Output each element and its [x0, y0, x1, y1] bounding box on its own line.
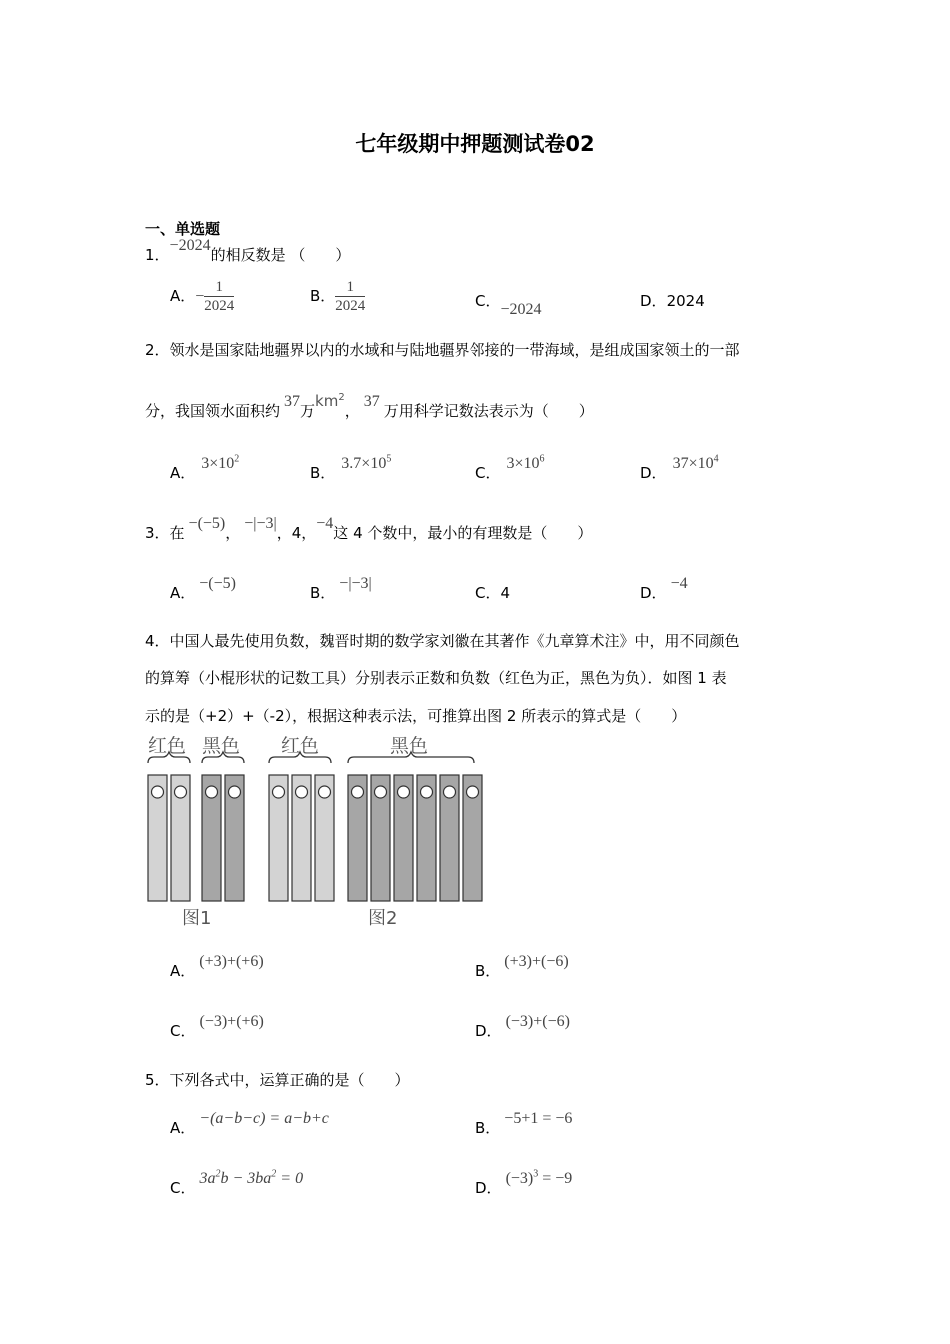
page-title: 七年级期中押题测试卷02 [355, 132, 595, 156]
q5-option-a[interactable] [170, 1110, 329, 1138]
option-value [201, 455, 239, 472]
rod-hole-1 [175, 786, 187, 798]
option-label: B． [475, 962, 501, 980]
option-value [506, 1170, 573, 1187]
exponent: 4 [713, 453, 719, 465]
option-label: C． [475, 464, 501, 482]
q4-option-a[interactable] [170, 953, 264, 981]
option-value: −|−3| [339, 575, 372, 592]
option-value [673, 455, 719, 472]
question-text: 的相反数是 （ ） [210, 246, 351, 264]
exponent: 3 [533, 1168, 539, 1180]
exponent: 5 [386, 453, 392, 465]
minus-sign: − [195, 288, 205, 305]
unit-km [315, 392, 345, 410]
option-value: (−3)+(−6) [505, 1013, 570, 1030]
q5-option-d[interactable] [475, 1168, 573, 1198]
separator: ，4， [276, 524, 317, 542]
question-5: 5．下列各式中，运算正确的是（ ） [145, 1071, 410, 1089]
option-value: −(a−b−c) = a−b+c [199, 1110, 329, 1127]
q2-option-d[interactable] [640, 453, 719, 483]
rod-hole-8 [375, 786, 387, 798]
option-value: −5+1 = −6 [504, 1110, 573, 1127]
option-label: C． [475, 292, 501, 310]
rods-group [148, 775, 482, 901]
option-label: C． [170, 1179, 196, 1197]
option-label: D． [475, 1179, 502, 1197]
rod-hole-2 [206, 786, 218, 798]
q4-option-b[interactable] [475, 953, 569, 981]
term: b − 3ba [220, 1170, 272, 1187]
rod-hole-9 [398, 786, 410, 798]
term: (−3) [505, 1170, 534, 1187]
option-value [506, 455, 544, 472]
option-value: (+3)+(+6) [199, 953, 264, 970]
unit-wan: 万 [300, 402, 316, 420]
comma: ， [344, 402, 360, 420]
question-text: 万用科学记数法表示为（ ） [383, 402, 594, 420]
fraction [335, 278, 365, 315]
question-text: 分，我国领水面积约 [145, 402, 281, 420]
rod-hole-5 [296, 786, 308, 798]
option-value: −2024 [500, 301, 542, 318]
option-value: −4 [670, 575, 688, 592]
q4-option-d[interactable] [475, 1013, 570, 1041]
question-text: 这 4 个数中，最小的有理数是（ ） [333, 524, 593, 542]
question-number: 3．在 [145, 524, 185, 542]
counting-rods-figure [140, 735, 500, 930]
q4-option-c[interactable] [170, 1013, 264, 1041]
value-37: 37 [363, 393, 380, 410]
expression: −(−5) [188, 515, 226, 532]
rod-hole-11 [444, 786, 456, 798]
label-black-2: 黑色 [390, 735, 429, 757]
question-number: 2． [145, 341, 170, 359]
denominator: 2024 [204, 298, 235, 314]
option-value [199, 1170, 303, 1187]
question-2-line-2 [145, 392, 594, 421]
option-value [341, 455, 391, 472]
numerator: 1 [335, 278, 365, 297]
exponent: 6 [539, 453, 545, 465]
term: 3a [199, 1170, 216, 1187]
option-label: D． [475, 1022, 502, 1040]
fraction [204, 278, 234, 315]
option-label: C．4 [475, 584, 511, 602]
option-label: B． [310, 287, 336, 305]
exponent: 2 [271, 1168, 277, 1180]
km-exponent: 2 [338, 392, 345, 403]
rod-hole-12 [467, 786, 479, 798]
q1-expression: −2024 [169, 237, 211, 254]
option-label: A． [170, 584, 196, 602]
separator: ， [225, 524, 241, 542]
km-text: km [315, 392, 339, 410]
option-label: B． [475, 1119, 501, 1137]
rod-hole-0 [152, 786, 164, 798]
q3-option-b[interactable] [310, 575, 372, 603]
q1-option-d[interactable] [640, 290, 705, 311]
option-value: (−3)+(+6) [199, 1013, 264, 1030]
base: 3.7×10 [341, 455, 387, 472]
question-number: 1． [145, 246, 170, 264]
rod-hole-6 [319, 786, 331, 798]
q3-option-a[interactable] [170, 575, 236, 603]
option-label: A． [170, 1119, 196, 1137]
q2-option-b[interactable] [310, 453, 392, 483]
numerator: 1 [204, 278, 234, 297]
label-black-1: 黑色 [202, 735, 241, 757]
figure-1-caption: 图1 [182, 908, 212, 929]
exponent: 2 [215, 1168, 221, 1180]
q3-option-c[interactable] [475, 582, 510, 603]
option-label: A． [170, 464, 196, 482]
label-red-1: 红色 [148, 735, 187, 757]
rod-hole-7 [352, 786, 364, 798]
question-3 [145, 515, 593, 543]
question-2 [145, 339, 740, 360]
option-label: A． [170, 962, 196, 980]
rod-hole-4 [273, 786, 285, 798]
expression: −|−3| [244, 515, 277, 532]
section-heading: 一、单选题 [145, 220, 221, 238]
question-4: 4．中国人最先使用负数，魏晋时期的数学家刘徽在其著作《九章算术注》中，用不同颜色 [145, 632, 740, 650]
option-value: (+3)+(−6) [504, 953, 569, 970]
q2-option-c[interactable] [475, 453, 545, 483]
term: = −9 [538, 1170, 573, 1187]
q5-option-b[interactable] [475, 1110, 573, 1138]
option-label: D． [640, 464, 667, 482]
value-37: 37 [284, 393, 301, 410]
label-red-2: 红色 [281, 735, 320, 757]
q1-option-c[interactable] [475, 290, 542, 318]
base: 3×10 [506, 455, 540, 472]
option-label: C． [170, 1022, 196, 1040]
option-value: −(−5) [199, 575, 236, 592]
q2-option-a[interactable] [170, 453, 240, 483]
q3-option-d[interactable] [640, 575, 688, 603]
base: 37×10 [672, 455, 714, 472]
rod-hole-10 [421, 786, 433, 798]
q5-option-c[interactable] [170, 1168, 304, 1198]
q1-option-b[interactable] [310, 278, 365, 315]
q1-option-a[interactable] [170, 278, 234, 315]
question-1 [145, 237, 351, 265]
option-label: B． [310, 584, 336, 602]
figure-2-caption: 图2 [368, 908, 398, 929]
option-label: A． [170, 287, 196, 305]
expression: −4 [316, 515, 334, 532]
base: 3×10 [201, 455, 235, 472]
exponent: 2 [234, 453, 240, 465]
term: = 0 [276, 1170, 304, 1187]
question-text: 领水是国家陆地疆界以内的水域和与陆地疆界邻接的一带海域，是组成国家领土的一部 [169, 341, 740, 359]
denominator: 2024 [335, 298, 366, 314]
option-value: 2024 [666, 292, 705, 310]
option-label: D． [640, 292, 667, 310]
question-4-line-3: 示的是（+2）+（-2），根据这种表示法，可推算出图 2 所表示的算式是（ ） [145, 707, 687, 725]
question-4-line-2: 的算筹（小棍形状的记数工具）分别表示正数和负数（红色为正，黑色为负）．如图 1 表 [145, 669, 727, 687]
option-label: D． [640, 584, 667, 602]
rod-hole-3 [229, 786, 241, 798]
option-label: B． [310, 464, 336, 482]
